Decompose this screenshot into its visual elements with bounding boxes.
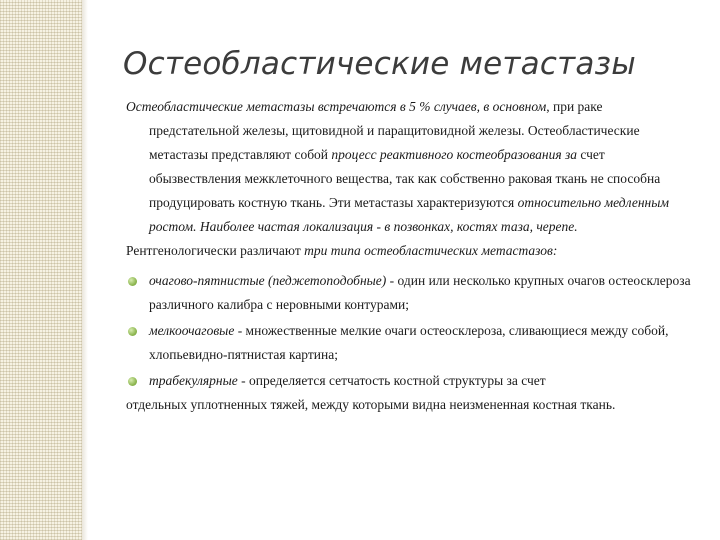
intro-italic-2: процесс реактивного костеобразования за [331,147,578,162]
list-item-text: - определяется сетчатость костной структуры за счет [237,373,546,388]
intro-italic-3: относительно медленным ростом. Наиболее частая локализация - в позвонках, костях таза, черепе. [149,195,669,234]
continuation-text: отдельных уплотненных тяжей, между которыми видна неизмененная костная ткань. [126,397,616,412]
types-italic: три типа остеобластических метастазов: [304,243,558,258]
intro-italic-1: Остеобластические метастазы встречаются в 5 % случаев, в основном [126,99,547,114]
decorative-side-stripe [0,0,82,540]
types-paragraph [126,239,696,263]
list-item-text: - множественные мелкие очаги остеосклероза, сливающиеся между собой, хлопьевидно-пятнистая картина; [149,323,669,362]
types-list [126,269,696,393]
types-text: Рентгенологически различают [126,243,305,258]
intro-text-2: счет обызвествления межклеточного вещества, так как собственно раковая ткань не способна продуцировать костную ткань. Эти метастазы характеризуются [149,147,661,210]
stripe-edge-shadow [82,0,88,540]
slide-body [126,95,696,417]
list-item [126,269,696,317]
list-item [126,369,696,393]
intro-text-1: , при раке предстательной железы, щитовидной и паращитовидной железы. Остеобластические метастазы представляют собой [149,99,640,162]
list-item-term: трабекулярные [149,373,238,388]
bullet-dot-icon [128,377,137,386]
list-item-term: мелкоочаговые [149,323,235,338]
slide-title: Остеобластические метастазы [123,46,636,82]
bullet-dot-icon [128,327,137,336]
list-item-term: очагово-пятнистые (педжетоподобные) [149,273,387,288]
bullet-dot-icon [128,277,137,286]
intro-paragraph [126,95,696,239]
list-item-text: - один или несколько крупных очагов остеосклероза различного калибра с неровными контурами; [149,273,691,312]
list-item [126,319,696,367]
